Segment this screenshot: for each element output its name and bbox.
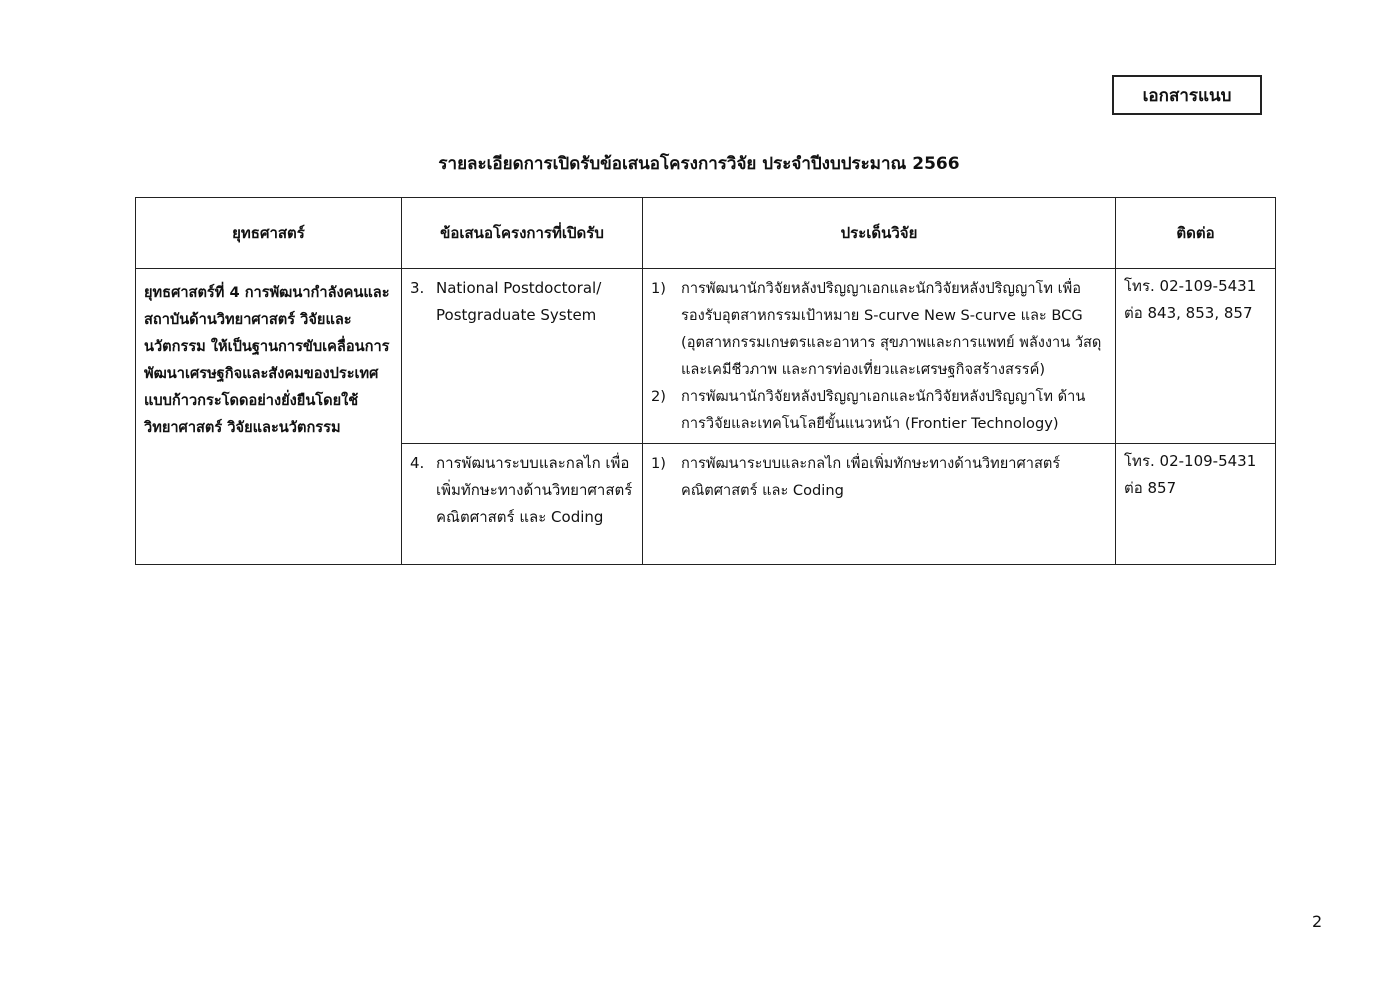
issue-item — [651, 275, 1107, 383]
issue-cell — [643, 269, 1116, 444]
issue-number: 1) — [651, 455, 666, 472]
attachment-badge-label: เอกสารแนบ — [1142, 85, 1232, 106]
contact-cell — [1116, 269, 1276, 444]
contact-cell — [1116, 444, 1276, 565]
strategy-text: ยุทธศาสตร์ที่ 4 การพัฒนากำลังคนและสถาบันด้านวิทยาศาสตร์ วิจัยและนวัตกรรม ให้เป็นฐานการขับเคลื่อนการพัฒนาเศรษฐกิจและสังคมของประเทศแบบก้าวกระโดดอย่างยั่งยืนโดยใช้วิทยาศาสตร์ วิจัยและนวัตกรรม — [144, 284, 390, 436]
issue-item — [651, 450, 1107, 504]
issue-text: การพัฒนานักวิจัยหลังปริญญาเอกและนักวิจัยหลังปริญญาโท เพื่อรองรับอุตสาหกรรมเป้าหมาย S-curve New S-curve และ BCG (อุตสาหกรรมเกษตรและอาหาร สุขภาพและการแพทย์ พลังงาน วัสดุและเคมีชีวภาพ และการท่องเที่ยวและเศรษฐกิจสร้างสรรค์) — [681, 280, 1102, 378]
strategy-cell — [136, 269, 402, 565]
proposal-cell — [402, 444, 643, 565]
proposal-text: การพัฒนาระบบและกลไก เพื่อเพิ่มทักษะทางด้านวิทยาศาสตร์ คณิตศาสตร์ และ Coding — [436, 454, 633, 526]
table-header-row — [136, 198, 1276, 269]
header-proposal: ข้อเสนอโครงการที่เปิดรับ — [402, 198, 643, 269]
issue-number: 2) — [651, 388, 666, 405]
contact-phone: โทร. 02-109-5431 — [1124, 452, 1257, 470]
contact-phone: โทร. 02-109-5431 — [1124, 277, 1257, 295]
contact-extension: ต่อ 857 — [1124, 479, 1177, 497]
table-row — [136, 269, 1276, 444]
issue-number: 1) — [651, 280, 666, 297]
issue-cell — [643, 444, 1116, 565]
proposal-text: National Postdoctoral/ Postgraduate System — [436, 279, 602, 324]
page-number: 2 — [1312, 912, 1323, 931]
proposal-number: 4. — [410, 454, 425, 472]
document-title: รายละเอียดการเปิดรับข้อเสนอโครงการวิจัย ประจำปีงบประมาณ 2566 — [438, 154, 960, 174]
contact-extension: ต่อ 843, 853, 857 — [1124, 304, 1253, 322]
attachment-badge — [1112, 75, 1262, 115]
issue-text: การพัฒนาระบบและกลไก เพื่อเพิ่มทักษะทางด้านวิทยาศาสตร์ คณิตศาสตร์ และ Coding — [681, 455, 1061, 499]
research-proposal-table — [135, 197, 1276, 565]
header-issue: ประเด็นวิจัย — [643, 198, 1116, 269]
header-strategy: ยุทธศาสตร์ — [136, 198, 402, 269]
issue-item — [651, 383, 1107, 437]
header-contact: ติดต่อ — [1116, 198, 1276, 269]
proposal-cell — [402, 269, 643, 444]
issue-text: การพัฒนานักวิจัยหลังปริญญาเอกและนักวิจัยหลังปริญญาโท ด้านการวิจัยและเทคโนโลยีขั้นแนวหน้า (Frontier Technology) — [681, 388, 1086, 432]
proposal-number: 3. — [410, 279, 425, 297]
